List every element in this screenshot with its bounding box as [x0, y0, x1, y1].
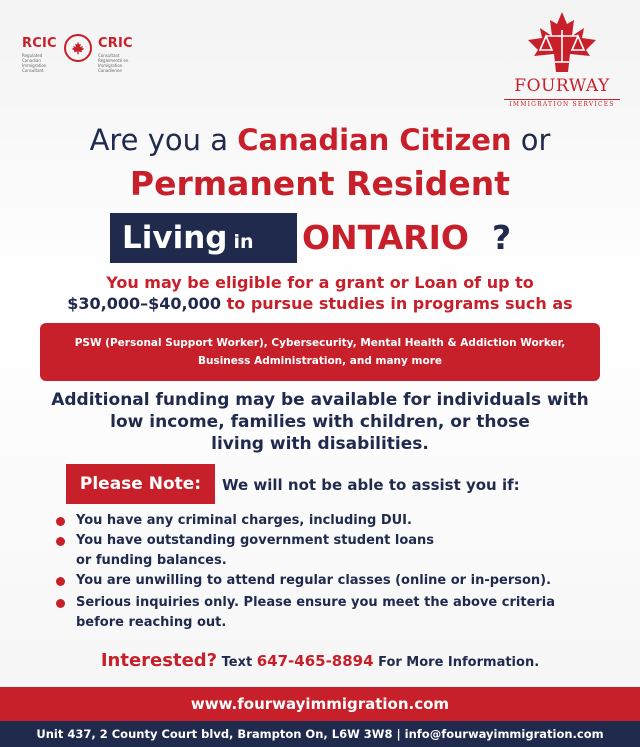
- maple-leaf-icon: [64, 34, 92, 62]
- address-bar: Unit 437, 2 County Court blvd, Brampton On, L6W 3W8 | info@fourwayimmigration.com: [0, 721, 640, 747]
- please-note-badge: Please Note:: [66, 464, 215, 504]
- living-text: Living: [122, 220, 228, 256]
- headline-line1: [0, 122, 640, 158]
- bullet-dot-icon: [56, 577, 65, 586]
- living-in-box: [110, 213, 297, 263]
- company-name: FOURWAY: [514, 76, 610, 96]
- bullet-dot-icon: [56, 537, 65, 546]
- grant-line2: [0, 293, 640, 315]
- living-in-ontario: [110, 213, 530, 263]
- bullet-text-cont: before reaching out.: [76, 615, 227, 630]
- company-subtitle: IMMIGRATION SERVICES: [509, 101, 615, 108]
- cric-subtitle: Consultant Réglementé en Immigration Canadienne: [98, 53, 129, 73]
- rcic-text: RCIC: [22, 36, 57, 51]
- grant-line2-rest: to pursue studies in programs such as: [221, 294, 573, 313]
- phone-number[interactable]: 647-465-8894: [256, 652, 374, 670]
- bullet-dot-icon: [56, 599, 65, 608]
- in-text: in: [233, 231, 254, 253]
- more-info-text: For More Information.: [373, 655, 540, 670]
- logo-divider: [504, 99, 620, 100]
- rcic-subtitle: Regulated Canadian Immigration Consultant: [22, 53, 47, 73]
- headline-prefix: Are you a: [89, 123, 238, 157]
- bullet-text: You are unwilling to attend regular classes (online or in-person).: [76, 573, 552, 588]
- bullet-item: [56, 593, 616, 633]
- grant-line1: You may be eligible for a grant or Loan of up to: [106, 273, 534, 292]
- grant-amount: $30,000–$40,000: [67, 294, 222, 313]
- bullet-dot-icon: [56, 517, 65, 526]
- bullet-item: [56, 511, 616, 531]
- call-to-action: [0, 650, 640, 674]
- note-text: We will not be able to assist you if:: [222, 476, 520, 494]
- bullet-text-cont: or funding balances.: [76, 553, 227, 568]
- headline-permanent-resident: Permanent Resident: [129, 164, 511, 203]
- ontario-text: ONTARIO: [302, 218, 469, 257]
- bullet-item: [56, 531, 616, 571]
- programs-line2: Business Administration, and many more: [197, 355, 442, 367]
- fourway-logo: [500, 8, 630, 112]
- bullet-text: Serious inquiries only. Please ensure you meet the above criteria: [76, 595, 556, 610]
- text-label: Text: [217, 655, 257, 670]
- cric-text: CRIC: [98, 36, 133, 51]
- programs-line1: PSW (Personal Support Worker), Cybersecurity, Mental Health & Addiction Worker,: [74, 337, 566, 349]
- website-link[interactable]: www.fourwayimmigration.com: [0, 687, 640, 721]
- headline-canadian-citizen: Canadian Citizen: [237, 123, 512, 157]
- bullet-item: [56, 571, 616, 591]
- bullet-text: You have outstanding government student loans: [76, 533, 435, 548]
- interested-text: Interested?: [100, 650, 218, 671]
- headline-or: or: [511, 123, 551, 157]
- bullet-text: You have any criminal charges, including DUI.: [76, 513, 412, 528]
- funding-line1: Additional funding may be available for individuals with: [51, 390, 589, 410]
- question-mark: ?: [492, 218, 512, 257]
- rcic-logo: [22, 36, 142, 73]
- funding-line3: living with disabilities.: [211, 434, 429, 454]
- maple-leaf-scales-icon: [522, 10, 602, 76]
- programs-banner: [40, 323, 600, 381]
- funding-line2: low income, families with children, or those: [110, 412, 530, 432]
